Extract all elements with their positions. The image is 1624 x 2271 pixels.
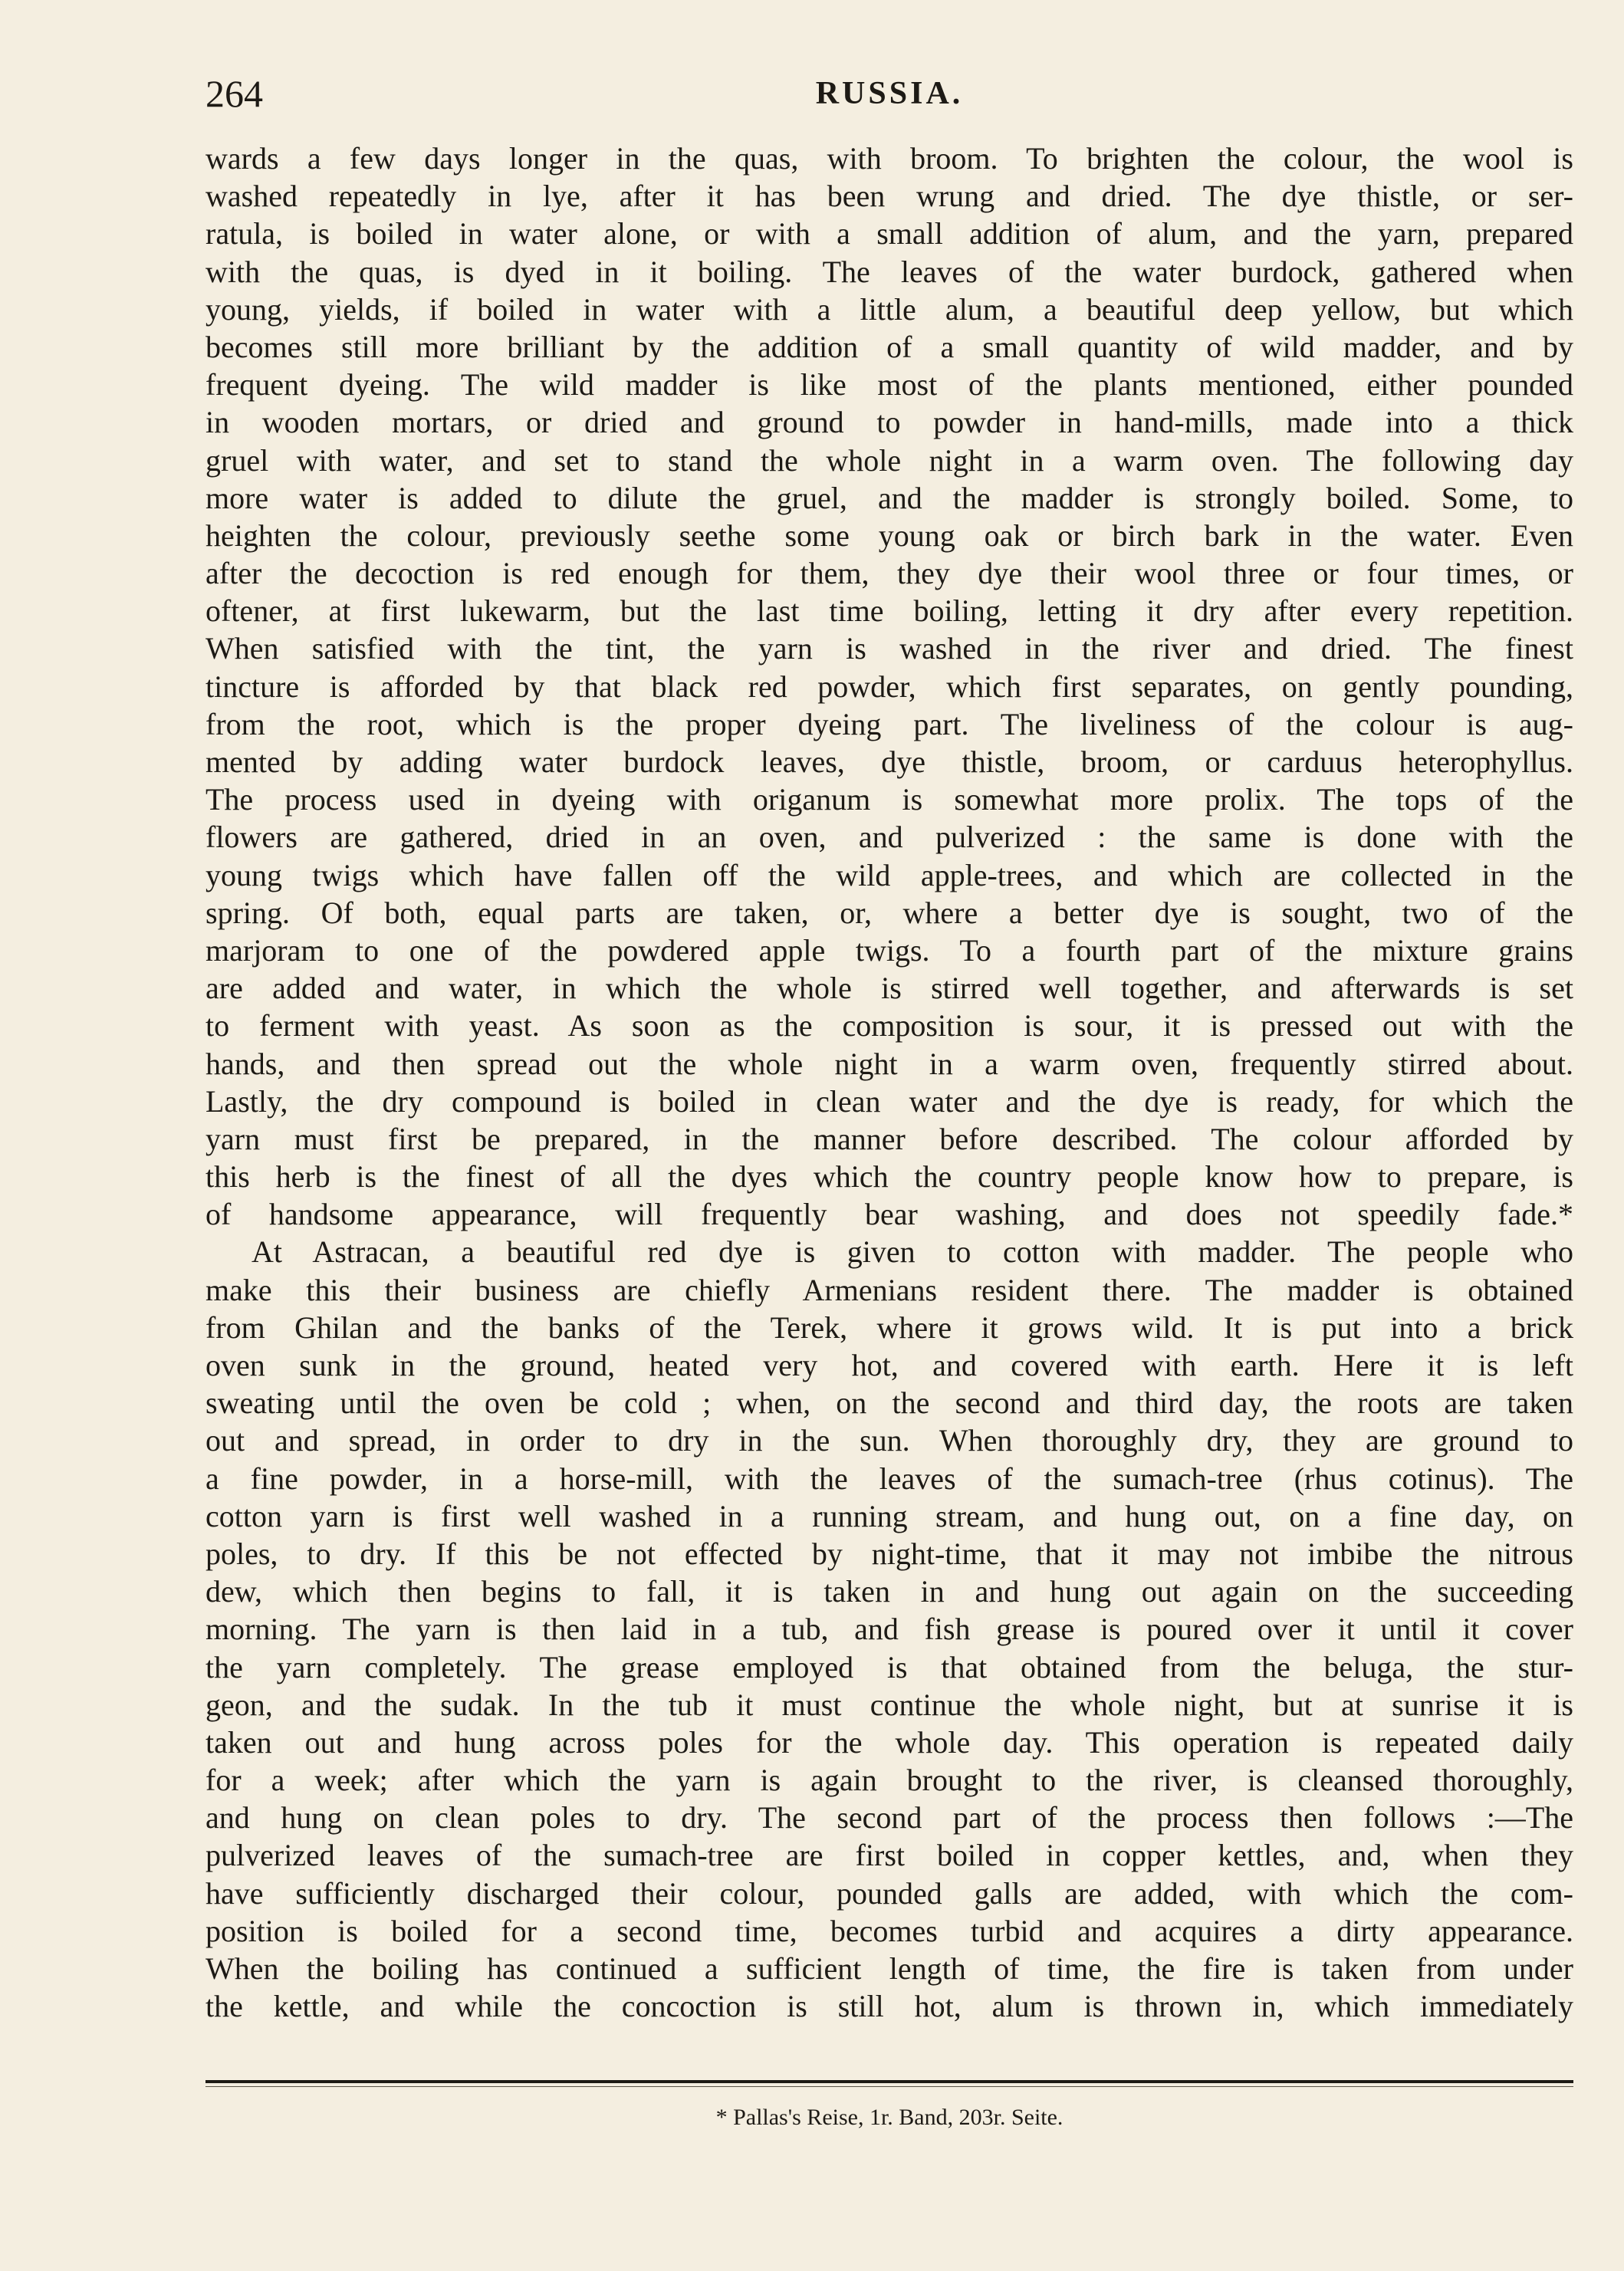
text-line: flowers are gathered, dried in an oven, and pulverized : the same is done with the (205, 820, 1573, 855)
text-line: heighten the colour, previously seethe some young oak or birch bark in the water. Even (205, 518, 1573, 553)
text-line: oven sunk in the ground, heated very hot, and covered with earth. Here it is left (205, 1348, 1573, 1382)
text-line: a fine powder, in a horse-mill, with the leaves of the sumach-tree (rhus cotinus). The (205, 1461, 1573, 1496)
footnote: * Pallas's Reise, 1r. Band, 203r. Seite. (715, 2105, 1063, 2130)
text-line: taken out and hung across poles for the whole day. This operation is repeated daily (205, 1724, 1573, 1760)
footnote-divider-thin (205, 2086, 1573, 2087)
text-line: pulverized leaves of the sumach-tree are first boiled in copper kettles, and, when they (205, 1838, 1573, 1873)
text-line: are added and water, in which the whole is stirred well together, and afterwards is set (205, 971, 1573, 1006)
text-line: cotton yarn is first well washed in a running stream, and hung out, on a fine day, on (205, 1498, 1573, 1533)
text-line: hands, and then spread out the whole night in a warm oven, frequently stirred about. (205, 1046, 1573, 1081)
text-line: frequent dyeing. The wild madder is like most of the plants mentioned, either pounded (205, 367, 1573, 403)
text-line: out and spread, in order to dry in the sun. When thoroughly dry, they are ground to (205, 1423, 1573, 1458)
text-line: oftener, at first lukewarm, but the last time boiling, letting it dry after every repetition. (205, 593, 1573, 629)
text-line: for a week; after which the yarn is again brought to the river, is cleansed thoroughly, (205, 1763, 1573, 1798)
text-line: tincture is afforded by that black red powder, which first separates, on gently pounding, (205, 669, 1573, 704)
text-line: ratula, is boiled in water alone, or with a small addition of alum, and the yarn, prepared (205, 216, 1573, 251)
text-line: When the boiling has continued a sufficient length of time, the fire is taken from under (205, 1951, 1573, 1986)
text-line: young twigs which have fallen off the wild apple-trees, and which are collected in the (205, 857, 1573, 892)
text-line: young, yields, if boiled in water with a little alum, a beautiful deep yellow, but which (205, 291, 1573, 327)
text-line: in wooden mortars, or dried and ground to powder in hand-mills, made into a thick (205, 405, 1573, 440)
text-line: of handsome appearance, will frequently bear washing, and does not speedily fade.* (205, 1197, 1573, 1232)
text-line: the yarn completely. The grease employed is that obtained from the beluga, the stur- (205, 1649, 1573, 1684)
text-line: marjoram to one of the powdered apple twigs. To a fourth part of the mixture grains (205, 932, 1573, 968)
text-line: make this their business are chiefly Armenians resident there. The madder is obtained (205, 1272, 1573, 1307)
text-line: this herb is the finest of all the dyes which the country people know how to prepare, is (205, 1159, 1573, 1195)
body-text (205, 140, 1573, 2025)
text-line: becomes still more brilliant by the addition of a small quantity of wild madder, and by (205, 329, 1573, 364)
text-line: from the root, which is the proper dyeing part. The liveliness of the colour is aug- (205, 706, 1573, 741)
text-line: When satisfied with the tint, the yarn is washed in the river and dried. The finest (205, 631, 1573, 666)
text-line: gruel with water, and set to stand the whole night in a warm oven. The following day (205, 442, 1573, 478)
page-number: 264 (205, 72, 263, 115)
running-head (205, 71, 1573, 117)
text-line: to ferment with yeast. As soon as the composition is sour, it is pressed out with the (205, 1008, 1573, 1043)
text-line: mented by adding water burdock leaves, dye thistle, broom, or carduus heterophyllus. (205, 744, 1573, 779)
text-line: poles, to dry. If this be not effected by night-time, that it may not imbibe the nitrous (205, 1536, 1573, 1571)
text-line: after the decoction is red enough for them, they dye their wool three or four times, or (205, 556, 1573, 591)
text-line: sweating until the oven be cold ; when, on the second and third day, the roots are taken (205, 1385, 1573, 1421)
text-line: spring. Of both, equal parts are taken, or, where a better dye is sought, two of the (205, 895, 1573, 930)
text-line: the kettle, and while the concoction is still hot, alum is thrown in, which immediately (205, 1989, 1573, 2024)
text-line: more water is added to dilute the gruel, and the madder is strongly boiled. Some, to (205, 480, 1573, 515)
text-line: The process used in dyeing with origanum is somewhat more prolix. The tops of the (205, 782, 1573, 817)
text-line: dew, which then begins to fall, it is taken in and hung out again on the succeeding (205, 1574, 1573, 1609)
text-line: from Ghilan and the banks of the Terek, where it grows wild. It is put into a brick (205, 1310, 1573, 1345)
running-title: RUSSIA. (815, 76, 964, 111)
text-line: yarn must first be prepared, in the manner before described. The colour afforded by (205, 1121, 1573, 1156)
text-line: washed repeatedly in lye, after it has been wrung and dried. The dye thistle, or ser- (205, 179, 1573, 214)
footnote-divider (205, 2080, 1573, 2083)
text-line: wards a few days longer in the quas, with broom. To brighten the colour, the wool is (205, 141, 1573, 176)
text-line: and hung on clean poles to dry. The second part of the process then follows :—The (205, 1800, 1573, 1836)
text-line: morning. The yarn is then laid in a tub, and fish grease is poured over it until it cover (205, 1612, 1573, 1647)
text-line: Lastly, the dry compound is boiled in clean water and the dye is ready, for which the (205, 1083, 1573, 1119)
paragraph-start-line: At Astracan, a beautiful red dye is given to cotton with madder. The people who (251, 1234, 1573, 1270)
text-line: have sufficiently discharged their colour, pounded galls are added, with which the com- (205, 1875, 1573, 1911)
text-line: geon, and the sudak. In the tub it must continue the whole night, but at sunrise it is (205, 1687, 1573, 1722)
text-line: position is boiled for a second time, becomes turbid and acquires a dirty appearance. (205, 1913, 1573, 1948)
text-line: with the quas, is dyed in it boiling. The leaves of the water burdock, gathered when (205, 254, 1573, 289)
